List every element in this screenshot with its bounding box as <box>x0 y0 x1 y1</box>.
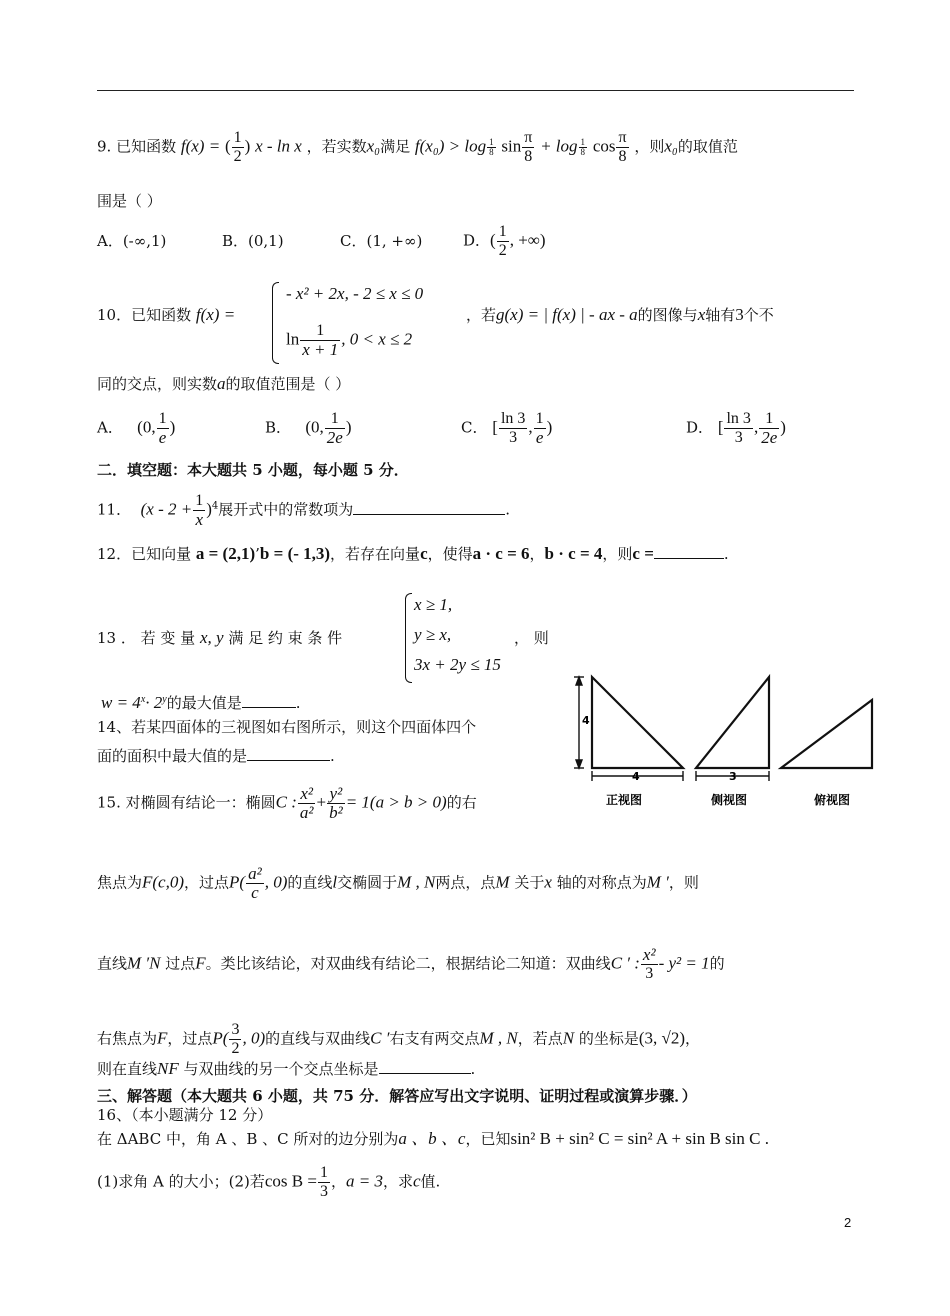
side-view-label: 侧视图 <box>711 793 748 807</box>
q13-line1: 13 ． 若 变 量 x, y 满 足 约 束 条 件 <box>97 628 343 647</box>
q10-line2: 同的交点，则实数a的取值范围是（ ） <box>97 374 351 393</box>
front-view-label: 正视图 <box>606 793 643 807</box>
section2-heading: 二．填空题：本大题共 5 小题，每小题 5 分． <box>97 461 409 479</box>
q16-head: 16、（本小题满分 12 分） <box>97 1106 273 1124</box>
q9-option-d: D．( $\frac{1}{2}$ , +∞) <box>463 223 546 259</box>
front-view <box>592 677 683 768</box>
top-view-label: 俯视图 <box>814 793 851 807</box>
side-view <box>696 677 769 768</box>
q12-line: 12．已知向量 a = (2,1)’b = (- 1,3)，若存在向量c，使得a · c = 6，b · c = 4，则c = . <box>97 544 729 563</box>
three-view-figure <box>570 668 890 818</box>
q10-line1-tail: ，若g(x) = | f(x) | - ax - a的图像与x轴有3个不 <box>466 305 774 324</box>
q13-then: ， 则 <box>514 629 549 647</box>
q16-line2: (1)求角 A 的大小；(2)若cos B = $\frac{1}{3}$ ，a = 3，求c值. <box>97 1164 441 1200</box>
q10-case2: ln $\frac{1}{x + 1}$ , 0 < x ≤ 2 <box>286 322 413 359</box>
q13-c1: x ≥ 1, <box>414 595 453 614</box>
q14-line2: 面的面积中最大值的是 . <box>97 747 335 765</box>
q10-brace <box>272 282 279 364</box>
q9-line1: 9. 已知函数 f(x) = ( $\frac{1}{2}$ ) x - ln x ，若实数x₀满足 f(x₀) > log $\frac{1}{8}$ sin $\frac{\pi}{8}$ + log $\frac{1}{8}$ cos $\frac{\pi}{8}$ ，则x₀的取值范 <box>97 129 738 165</box>
q15-line5: 则在直线NF 与双曲线的另一个交点坐标是 . <box>97 1059 476 1078</box>
front-height-label: 4 <box>582 714 590 727</box>
header-rule <box>97 90 854 91</box>
section3-heading: 三、解答题（本大题共 6 小题，共 75 分．解答应写出文字说明、证明过程或演算步骤．） <box>97 1087 697 1105</box>
q15-line4: 右焦点为F，过点P( $\frac{3}{2}$ , 0)的直线与双曲线C ′右支有两交点M , N，若点N 的坐标是(3, √2)， <box>97 1021 701 1057</box>
q15-answer-blank[interactable] <box>379 1059 471 1074</box>
q10-option-d: D． [ $\frac{\ln 3}{3}$ , $\frac{1}{2e}$ ) <box>686 410 786 447</box>
front-width-label: 4 <box>632 770 640 783</box>
q13-answer-blank[interactable] <box>242 693 296 708</box>
q9-option-b: B．(0,1) <box>222 232 284 250</box>
q14-line1: 14、若某四面体的三视图如右图所示，则这个四面体四个 <box>97 718 477 736</box>
q10-case1: - x² + 2x, - 2 ≤ x ≤ 0 <box>286 284 424 303</box>
top-view <box>781 700 872 768</box>
q15-line1: 15. 对椭圆有结论一：椭圆C : $\frac{\text{x²}}{\text{a²}}$ + $\frac{\text{y²}}{\text{b²}}$ = 1(a > b > 0)的右 <box>97 784 477 822</box>
q11-answer-blank[interactable] <box>353 500 505 515</box>
q13-brace <box>405 593 412 683</box>
q15-line2: 焦点为F(c,0)，过点P( $\frac{\text{a²}}{c}$ , 0)的直线l交椭圆于M , N两点，点M 关于x 轴的对称点为M ′，则 <box>97 864 699 902</box>
q10-option-b: B． (0, $\frac{1}{2e}$ ) <box>265 410 352 447</box>
q12-answer-blank[interactable] <box>654 544 724 559</box>
side-width-label: 3 <box>729 770 737 783</box>
q9-option-a: A．(-∞,1) <box>97 232 167 250</box>
q10-option-a: A． (0, $\frac{1}{e}$ ) <box>97 410 176 447</box>
q9-half: $\frac{1}{2}$ <box>233 129 242 165</box>
q15-line3: 直线M ′N 过点F。类比该结论，对双曲线有结论二，根据结论二知道：双曲线C ′ : $\frac{\text{x²}}{3}$ - y² = 1的 <box>97 945 725 982</box>
page-number: 2 <box>844 1215 852 1230</box>
q9-option-c: C．(1, +∞) <box>340 232 423 250</box>
q13-c3: 3x + 2y ≤ 15 <box>414 655 501 674</box>
q14-answer-blank[interactable] <box>247 746 330 761</box>
q9-line2: 围是（ ） <box>97 192 162 210</box>
q13-c2: y ≥ x, <box>414 625 452 644</box>
q10-line1: 10．已知函数 f(x) = <box>97 305 236 324</box>
q11-line: 11． (x - 2 + $\frac{1}{x}$ )$^4$展开式中的常数项为 . <box>97 492 511 529</box>
q13-line2: $w = 4^x\cdot 2^y$的最大值是 . <box>101 693 301 712</box>
q10-option-c: C． [ $\frac{\ln 3}{3}$ , $\frac{1}{e}$ ) <box>461 410 553 447</box>
q16-line1: 在 ΔABC 中，角 A 、B 、C 所对的边分别为a 、b 、c，已知sin² B + sin² C = sin² A + sin B sin C . <box>97 1129 769 1148</box>
